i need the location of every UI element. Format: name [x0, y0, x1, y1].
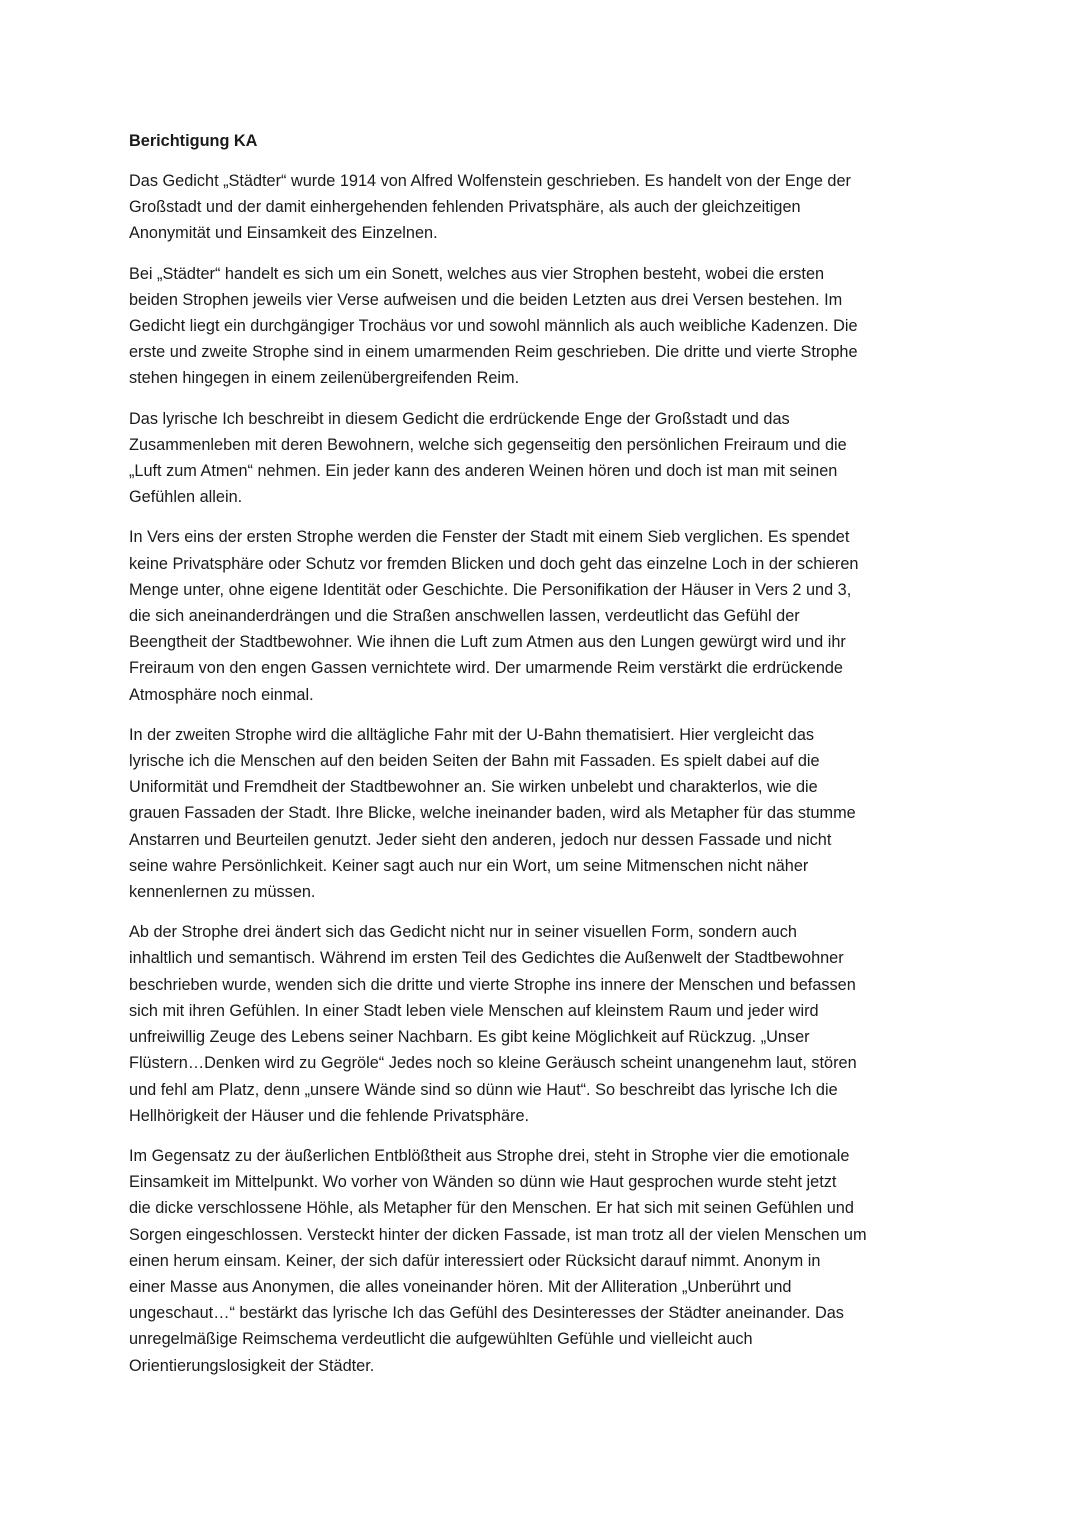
text-line: Das Gedicht „Städter“ wurde 1914 von Alfred Wolfenstein geschrieben. Es handelt von der Enge der [129, 172, 851, 190]
text-line: Sorgen eingeschlossen. Versteckt hinter der dicken Fassade, ist man trotz all der vielen Menschen um [129, 1225, 867, 1244]
paragraph-2 [129, 261, 959, 392]
text-line: die sich aneinanderdrängen und die Straßen anschwellen lassen, verdeutlicht das Gefühl der [129, 607, 800, 626]
text-line: Anonymität und Einsamkeit des Einzelnen. [129, 224, 438, 243]
text-line: und fehl am Platz, denn „unsere Wände sind so dünn wie Haut“. So beschreibt das lyrische Ich die [129, 1080, 838, 1099]
paragraph-3 [129, 406, 959, 511]
text-line: beiden Strophen jeweils vier Verse aufweisen und die beiden Letzten aus drei Versen bestehen. Im [129, 290, 843, 309]
text-line: Im Gegensatz zu der äußerlichen Entblößtheit aus Strophe drei, steht in Strophe vier die emotionale [129, 1146, 850, 1165]
paragraph-1 [129, 168, 959, 247]
text-line: Flüstern…Denken wird zu Gegröle“ Jedes noch so kleine Geräusch scheint unangenehm laut, stören [129, 1054, 857, 1073]
text-line: erste und zweite Strophe sind in einem umarmenden Reim geschrieben. Die dritte und vierte Strophe [129, 343, 858, 362]
text-line: Menge unter, ohne eigene Identität oder Geschichte. Die Personifikation der Häuser in Vers 2 und 3, [129, 580, 852, 599]
text-line: Einsamkeit im Mittelpunkt. Wo vorher von Wänden so dünn wie Haut gesprochen wurde steht jetzt [129, 1173, 837, 1192]
document-page [129, 128, 959, 1393]
text-line: Beengtheit der Stadtbewohner. Wie ihnen die Luft zum Atmen aus den Lungen gewürgt wird und ihr [129, 633, 846, 652]
paragraph-6 [129, 919, 959, 1129]
text-line: Hellhörigkeit der Häuser und die fehlende Privatsphäre. [129, 1106, 530, 1125]
text-line: unregelmäßige Reimschema verdeutlicht die aufgewühlten Gefühle und vielleicht auch [129, 1330, 753, 1349]
text-line: inhaltlich und semantisch. Während im ersten Teil des Gedichtes die Außenwelt der Stadtbewohner [129, 949, 844, 968]
paragraph-5 [129, 722, 959, 905]
text-line: Zusammenleben mit deren Bewohnern, welche sich gegenseitig den persönlichen Freiraum und die [129, 435, 847, 454]
paragraph-4 [129, 524, 959, 707]
text-line: Freiraum von den engen Gassen vernichtete wird. Der umarmende Reim verstärkt die erdrückende [129, 659, 843, 678]
text-line: einer Masse aus Anonymen, die alles voneinander hören. Mit der Alliteration „Unberührt und [129, 1277, 792, 1296]
text-line: Orientierungslosigkeit der Städter. [129, 1356, 375, 1375]
text-line: Bei „Städter“ handelt es sich um ein Sonett, welches aus vier Strophen besteht, wobei die ersten [129, 264, 825, 283]
text-line: Anstarren und Beurteilen genutzt. Jeder sieht den anderen, jedoch nur dessen Fassade und nicht [129, 830, 832, 849]
text-line: einen herum einsam. Keiner, der sich dafür interessiert oder Rücksicht darauf nimmt. Anonym in [129, 1251, 821, 1270]
text-line: sich mit ihren Gefühlen. In einer Stadt leben viele Menschen auf kleinstem Raum und jeder wird [129, 1001, 819, 1020]
text-line: keine Privatsphäre oder Schutz vor fremden Blicken und doch geht das einzelne Loch in der schieren [129, 554, 859, 573]
text-line: Uniformität und Fremdheit der Stadtbewohner an. Sie wirken unbelebt und charakterlos, wie die [129, 778, 818, 797]
paragraph-7 [129, 1143, 959, 1379]
text-line: Das lyrische Ich beschreibt in diesem Gedicht die erdrückende Enge der Großstadt und das [129, 409, 790, 428]
document-title: Berichtigung KA [129, 132, 258, 150]
text-line: Atmosphäre noch einmal. [129, 685, 314, 704]
text-line: seine wahre Persönlichkeit. Keiner sagt auch nur ein Wort, um seine Mitmenschen nicht näher [129, 856, 809, 875]
text-line: beschrieben wurde, wenden sich die dritte und vierte Strophe ins innere der Menschen und befassen [129, 975, 856, 994]
text-line: In der zweiten Strophe wird die alltägliche Fahr mit der U-Bahn thematisiert. Hier vergleicht das [129, 725, 815, 744]
text-line: ungeschaut…“ bestärkt das lyrische Ich das Gefühl des Desinteresses der Städter aneinander. Das [129, 1304, 844, 1323]
text-line: lyrische ich die Menschen auf den beiden Seiten der Bahn mit Fassaden. Es spielt dabei auf die [129, 752, 820, 771]
text-line: „Luft zum Atmen“ nehmen. Ein jeder kann des anderen Weinen hören und doch ist man mit seinen [129, 462, 838, 481]
text-line: unfreiwillig Zeuge des Lebens seiner Nachbarn. Es gibt keine Möglichkeit auf Rückzug. „Unser [129, 1028, 810, 1047]
text-line: Ab der Strophe drei ändert sich das Gedicht nicht nur in seiner visuellen Form, sondern auch [129, 923, 797, 942]
text-line: Gefühlen allein. [129, 488, 243, 507]
text-line: Gedicht liegt ein durchgängiger Trochäus vor und sowohl männlich als auch weibliche Kadenzen. Die [129, 317, 858, 336]
text-line: In Vers eins der ersten Strophe werden die Fenster der Stadt mit einem Sieb verglichen. Es spendet [129, 528, 850, 547]
text-line: Großstadt und der damit einhergehenden fehlenden Privatsphäre, als auch der gleichzeitigen [129, 198, 801, 217]
text-line: grauen Fassaden der Stadt. Ihre Blicke, welche ineinander baden, wird als Metapher für das stumme [129, 804, 856, 823]
text-line: die dicke verschlossene Höhle, als Metapher für den Menschen. Er hat sich mit seinen Gefühlen und [129, 1199, 854, 1218]
text-line: stehen hingegen in einem zeilenübergreifenden Reim. [129, 369, 520, 388]
text-line: kennenlernen zu müssen. [129, 883, 316, 902]
